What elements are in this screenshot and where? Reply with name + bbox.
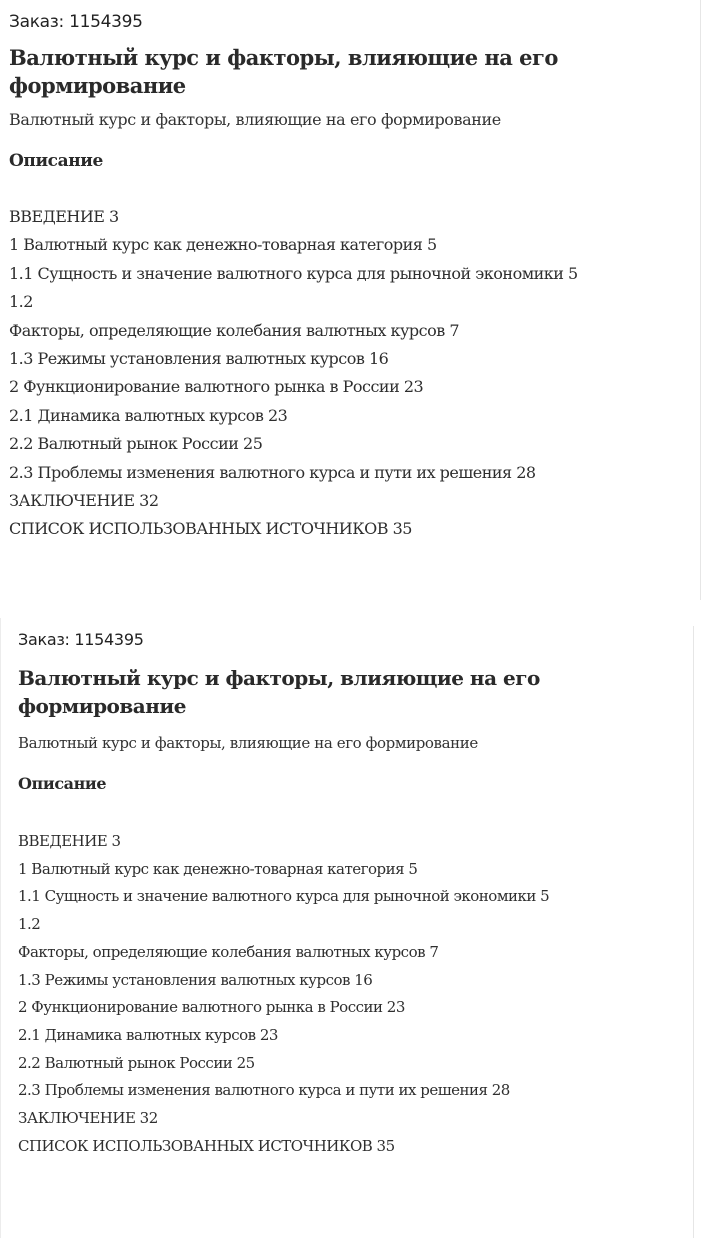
toc-item: 1 Валютный курс как денежно-товарная категория 5 bbox=[9, 235, 437, 255]
description-heading: Описание bbox=[9, 151, 103, 171]
toc-item: 1.3 Режимы установления валютных курсов 16 bbox=[9, 349, 389, 369]
toc-item: 2.1 Динамика валютных курсов 23 bbox=[9, 405, 288, 425]
order-number: Заказ: 1154395 bbox=[9, 12, 143, 32]
toc-item: 2.3 Проблемы изменения валютного курса и пути их решения 28 bbox=[18, 1081, 510, 1100]
toc-item: СПИСОК ИСПОЛЬЗОВАННЫХ ИСТОЧНИКОВ 35 bbox=[18, 1136, 395, 1155]
table-of-contents bbox=[9, 203, 700, 544]
document-card bbox=[0, 618, 701, 1238]
toc-item: 2 Функционирование валютного рынка в России 23 bbox=[18, 998, 405, 1017]
toc-item: ЗАКЛЮЧЕНИЕ 32 bbox=[9, 491, 159, 511]
document-subtitle: Валютный курс и факторы, влияющие на его формирование bbox=[9, 110, 501, 129]
toc-item: 1.1 Сущность и значение валютного курса для рыночной экономики 5 bbox=[18, 887, 550, 906]
document-card-body bbox=[18, 626, 694, 1238]
toc-item: 1 Валютный курс как денежно-товарная категория 5 bbox=[18, 859, 418, 878]
toc-item: ЗАКЛЮЧЕНИЕ 32 bbox=[18, 1109, 158, 1128]
document-card bbox=[0, 0, 701, 600]
document-subtitle: Валютный курс и факторы, влияющие на его формирование bbox=[18, 734, 478, 752]
toc-item: 2 Функционирование валютного рынка в России 23 bbox=[9, 377, 424, 397]
toc-item: ВВЕДЕНИЕ 3 bbox=[9, 207, 119, 226]
toc-item: 1.2 bbox=[18, 915, 41, 934]
toc-item: 1.1 Сущность и значение валютного курса для рыночной экономики 5 bbox=[9, 263, 578, 283]
document-title: Валютный курс и факторы, влияющие на его формирование bbox=[18, 666, 540, 718]
table-of-contents bbox=[18, 828, 693, 1160]
document-title: Валютный курс и факторы, влияющие на его формирование bbox=[9, 45, 558, 98]
toc-item: 2.1 Динамика валютных курсов 23 bbox=[18, 1025, 278, 1044]
toc-item: 2.3 Проблемы изменения валютного курса и пути их решения 28 bbox=[9, 462, 536, 482]
order-number: Заказ: 1154395 bbox=[18, 630, 144, 649]
description-heading: Описание bbox=[18, 774, 107, 793]
toc-item: 2.2 Валютный рынок России 25 bbox=[9, 434, 263, 454]
toc-item: Факторы, определяющие колебания валютных курсов 7 bbox=[9, 320, 460, 340]
toc-item: 1.2 bbox=[9, 292, 33, 312]
toc-item: Факторы, определяющие колебания валютных курсов 7 bbox=[18, 942, 439, 961]
toc-item: СПИСОК ИСПОЛЬЗОВАННЫХ ИСТОЧНИКОВ 35 bbox=[9, 519, 412, 539]
toc-item: 2.2 Валютный рынок России 25 bbox=[18, 1053, 255, 1072]
toc-item: ВВЕДЕНИЕ 3 bbox=[18, 832, 121, 850]
toc-item: 1.3 Режимы установления валютных курсов 16 bbox=[18, 970, 373, 989]
